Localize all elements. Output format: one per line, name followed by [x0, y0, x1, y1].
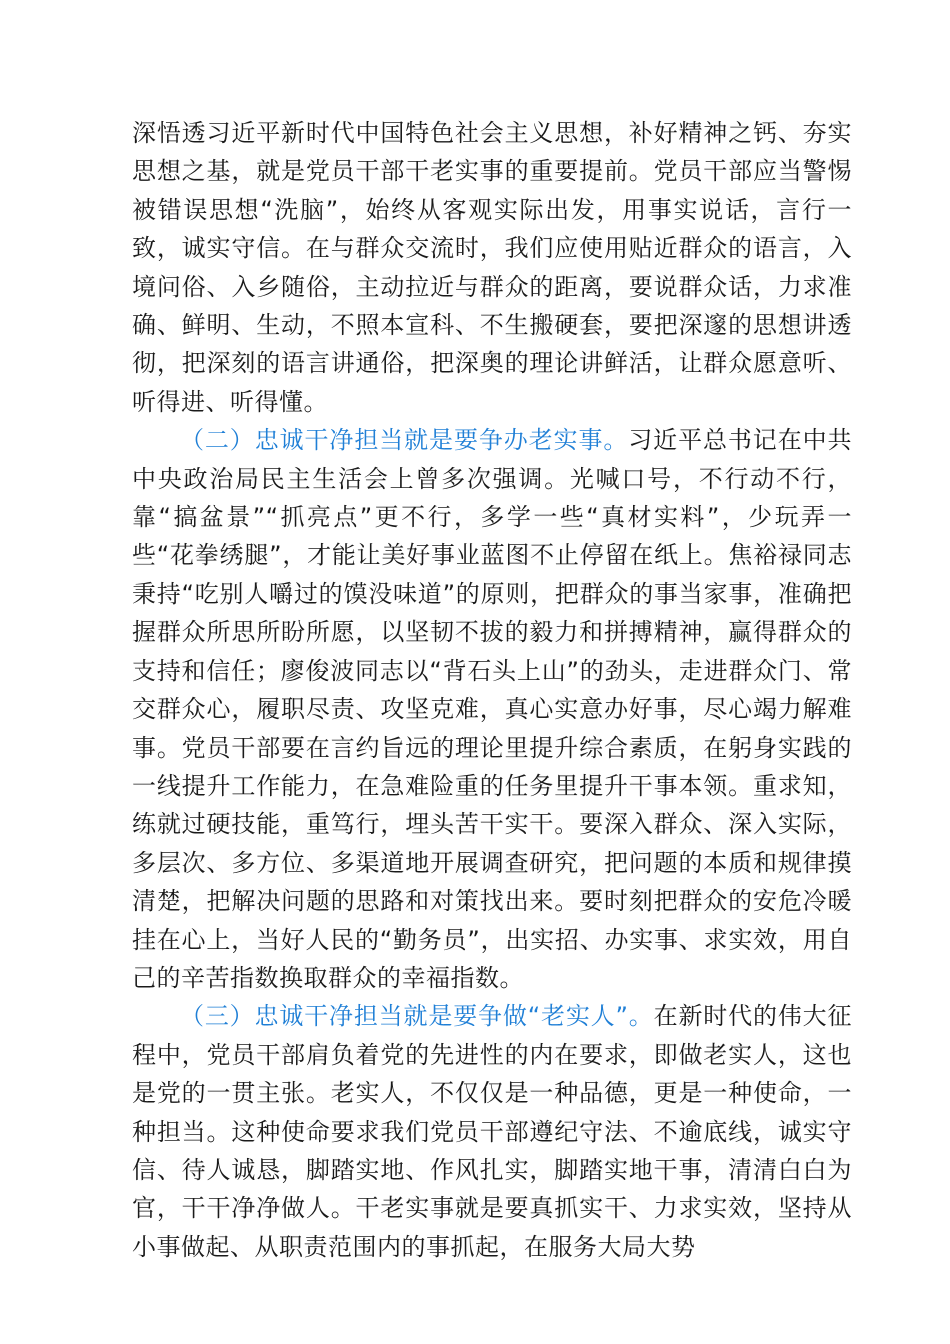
section-heading-3: （三）忠诚干净担当就是要争做“老实人”。	[180, 1002, 654, 1031]
document-body	[132, 114, 852, 1266]
paragraph-2	[132, 421, 852, 997]
paragraph-3	[132, 997, 852, 1266]
section-heading-2: （二）忠诚干净担当就是要争办老实事。	[180, 426, 629, 455]
paragraph-1	[132, 114, 852, 421]
paragraph-3-text: 在新时代的伟大征程中，党员干部肩负着党的先进性的内在要求，即做老实人，这也是党的一贯主张。老实人，不仅仅是一种品德，更是一种使命，一种担当。这种使命要求我们党员干部遵纪守法、不逾底线，诚实守信、待人诚恳，脚踏实地、作风扎实，脚踏实地干事，清清白白为官，干干净净做人。干老实事就是要真抓实干、力求实效，坚持从小事做起、从职责范围内的事抓起，在服务大局大势	[132, 1002, 852, 1261]
paragraph-2-text: 习近平总书记在中共中央政治局民主生活会上曾多次强调。光喊口号，不行动不行，靠“搞盆景”“抓亮点”更不行，多学一些“真材实料”，少玩弄一些“花拳绣腿”，才能让美好事业蓝图不止停留在纸上。焦裕禄同志秉持“吃别人嚼过的馍没味道”的原则，把群众的事当家事，准确把握群众所思所盼所愿，以坚韧不拔的毅力和拼搏精神，赢得群众的支持和信任；廖俊波同志以“背石头上山”的劲头，走进群众门、常交群众心，履职尽责、攻坚克难，真心实意办好事，尽心竭力解难事。党员干部要在言约旨远的理论里提升综合素质，在躬身实践的一线提升工作能力，在急难险重的任务里提升干事本领。重求知，练就过硬技能，重笃行，埋头苦干实干。要深入群众、深入实际，多层次、多方位、多渠道地开展调查研究，把问题的本质和规律摸清楚，把解决问题的思路和对策找出来。要时刻把群众的安危冷暖挂在心上，当好人民的“勤务员”，出实招、办实事、求实效，用自己的辛苦指数换取群众的幸福指数。	[132, 426, 853, 992]
paragraph-1-text: 深悟透习近平新时代中国特色社会主义思想，补好精神之钙、夯实思想之基，就是党员干部干老实事的重要提前。党员干部应当警惕被错误思想“洗脑”，始终从客观实际出发，用事实说话，言行一致，诚实守信。在与群众交流时，我们应使用贴近群众的语言，入境问俗、入乡随俗，主动拉近与群众的距离，要说群众话，力求准确、鲜明、生动，不照本宣科、不生搬硬套，要把深邃的思想讲透彻，把深刻的语言讲通俗，把深奥的理论讲鲜活，让群众愿意听、听得进、听得懂。	[132, 119, 852, 416]
